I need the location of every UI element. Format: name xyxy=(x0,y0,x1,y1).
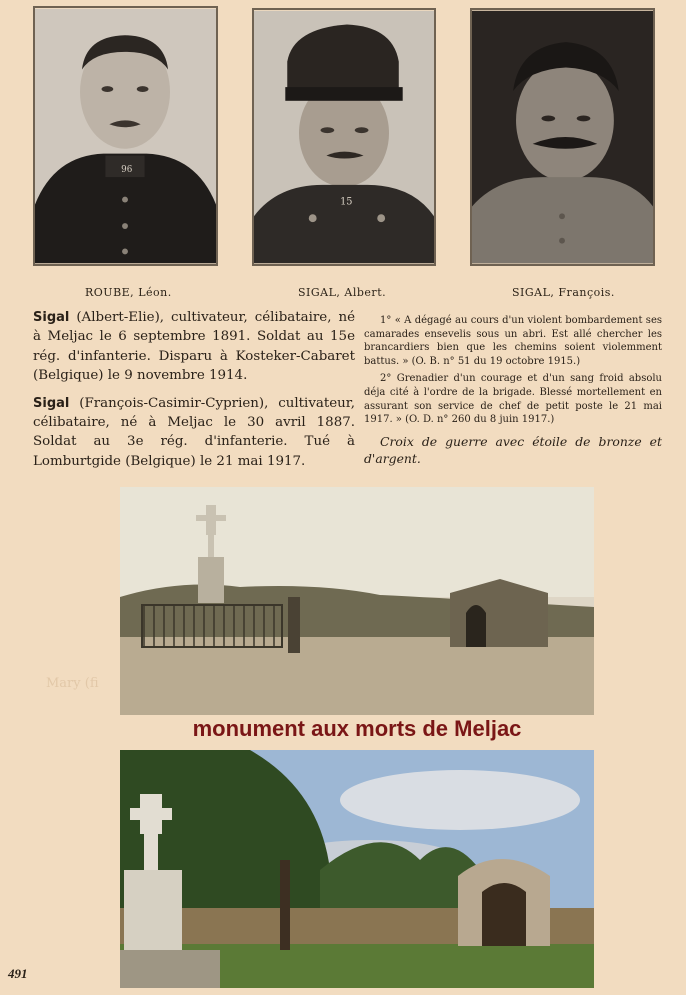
caption-surname: ROUBE, xyxy=(85,286,135,299)
biographies-column xyxy=(33,308,355,479)
portrait-sigal-francois xyxy=(470,8,655,266)
portrait-caption-sigal-francois xyxy=(512,286,615,299)
bio-text: (François-Casimir-Cyprien), cultivateur, célibataire, né à Meljac le 30 avril 1887. Soldat au 3e rég. d'infanterie. Tué à Lomburtgide (Belgique) le 21 mai 1917. xyxy=(33,395,355,469)
collar-number: 15 xyxy=(340,196,353,208)
caption-given: François. xyxy=(558,286,615,299)
citation-2: 2° Grenadier d'un courage et d'un sang froid absolu déja cité à l'ordre de la brigade. Blessé mortellement en assurant son service de chef de petit poste le 21 mai 1917. » (O. D. n° 260 du 8 juin 1917.) xyxy=(364,373,662,426)
collar-number: 96 xyxy=(121,165,133,176)
caption-surname: SIGAL, xyxy=(298,286,341,299)
biography-francois xyxy=(33,394,355,472)
citations-column xyxy=(364,314,662,471)
caption-given: Albert. xyxy=(344,286,387,299)
bio-name: Sigal xyxy=(33,310,70,325)
biography-albert xyxy=(33,308,355,386)
portrait-caption-sigal-albert xyxy=(298,286,386,299)
monument-banner-title: monument aux morts de Meljac xyxy=(192,716,522,741)
croix-de-guerre-text: Croix de guerre avec étoile de bronze et d'argent. xyxy=(364,433,662,466)
bio-text: (Albert-Elie), cultivateur, célibataire, né à Meljac le 6 septembre 1891. Soldat au 15e rég. d'infanterie. Disparu à Kosteker-Cabaret (Belgique) le 9 novembre 1914. xyxy=(33,310,355,384)
portrait-roube-leon xyxy=(33,6,218,266)
portrait-sigal-albert xyxy=(252,8,436,266)
bleed-through-text: Mary (fi xyxy=(46,676,99,691)
caption-surname: SIGAL, xyxy=(512,286,555,299)
portrait-caption-roube xyxy=(85,286,172,299)
bio-name: Sigal xyxy=(33,395,70,411)
caption-given: Léon. xyxy=(138,286,172,299)
citation-1: 1° « A dégagé au cours d'un violent bombardement ses camarades ensevelis sous un abri. Est allé chercher les brancardiers bien que les chemins soient violemment battus. » (O. B. n° 51 du 19 octobre 1915.) xyxy=(364,315,662,367)
page-number: 491 xyxy=(8,966,28,981)
old-monument-photo xyxy=(120,487,594,715)
modern-monument-photo xyxy=(120,750,594,988)
